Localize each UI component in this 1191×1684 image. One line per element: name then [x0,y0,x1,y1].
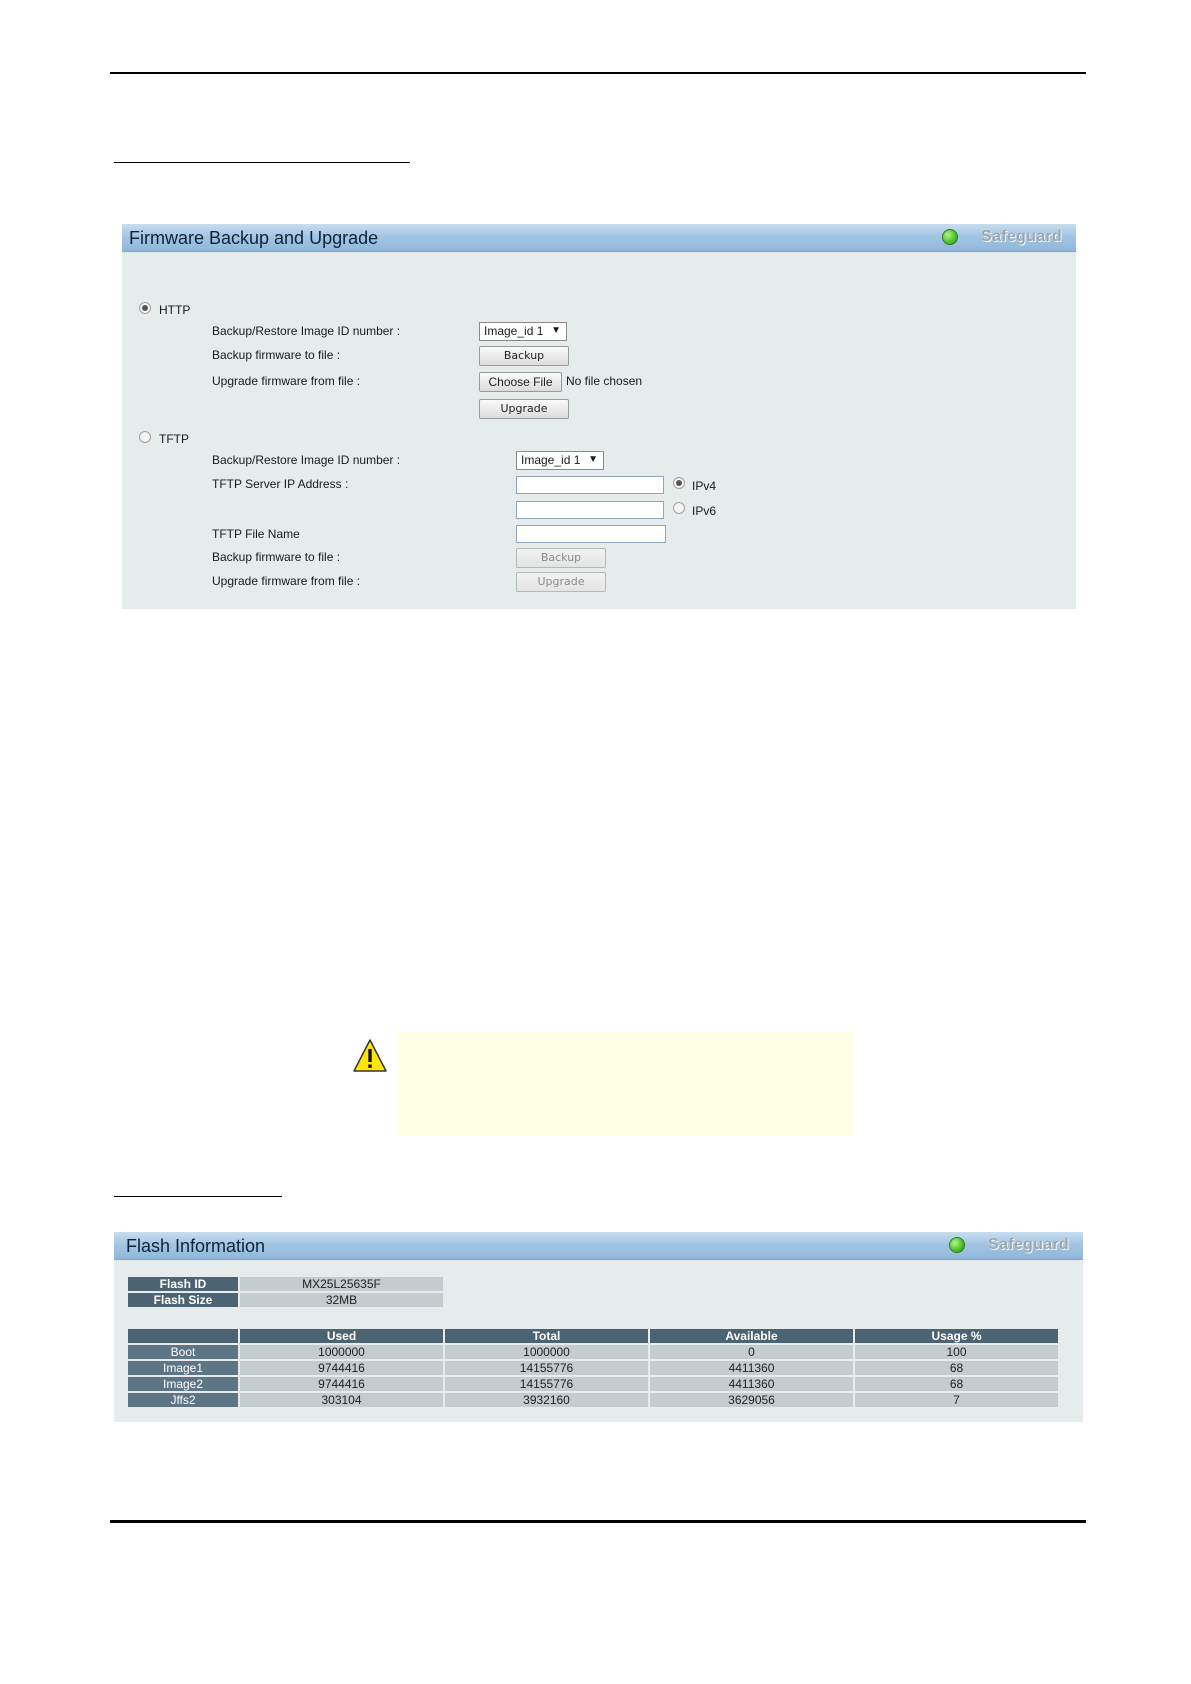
http-radio[interactable] [139,302,151,314]
cell-usage: 68 [855,1361,1058,1375]
http-upgrade-button[interactable]: Upgrade [479,399,569,419]
http-backup-label: Backup firmware to file : [212,348,341,362]
cell-used: 9744416 [240,1361,443,1375]
table-row [128,1293,443,1307]
http-image-id-select[interactable] [479,322,567,341]
safeguard-label: Safeguard [988,1236,1069,1253]
tftp-ipv6-address-input[interactable] [516,501,664,519]
cell-total: 3932160 [445,1393,648,1407]
bottom-rule [110,1520,1086,1523]
tftp-upgrade-button[interactable]: Upgrade [516,572,606,592]
tftp-backup-label: Backup firmware to file : [212,550,341,564]
cell-available: 0 [650,1345,853,1359]
top-rule [110,72,1086,74]
row-label: Image2 [128,1377,238,1391]
panel-header [114,1232,1083,1260]
cell-usage: 7 [855,1393,1058,1407]
panel-title: Flash Information [126,1236,266,1256]
cell-used: 1000000 [240,1345,443,1359]
tftp-radio[interactable] [139,431,151,443]
column-header-available: Available [650,1329,853,1343]
cell-usage: 100 [855,1345,1058,1359]
cell-usage: 68 [855,1377,1058,1391]
safeguard-status-icon [942,229,958,245]
http-image-id-value: Image_id 1 [484,324,544,338]
firmware-backup-upgrade-panel [122,224,1076,609]
tftp-image-id-value: Image_id 1 [521,453,581,467]
tftp-ipv4-address-input[interactable] [516,476,664,494]
row-label: Jffs2 [128,1393,238,1407]
flash-info-table [126,1275,445,1309]
warning-icon [352,1038,388,1074]
tftp-file-name-label: TFTP File Name [212,527,300,541]
table-row [128,1361,1058,1375]
cell-total: 14155776 [445,1377,648,1391]
column-header-usage: Usage % [855,1329,1058,1343]
table-row [128,1377,1058,1391]
cell-total: 14155776 [445,1361,648,1375]
tftp-image-id-label: Backup/Restore Image ID number : [212,453,401,467]
http-label: HTTP [159,303,191,317]
row-label: Image1 [128,1361,238,1375]
row-label: Boot [128,1345,238,1359]
chevron-down-icon: ▼ [551,325,561,336]
section-heading-underline [114,1196,282,1197]
table-row [128,1345,1058,1359]
ipv6-label: IPv6 [692,504,717,518]
table-row [128,1277,443,1291]
ipv6-radio[interactable] [673,502,685,514]
table-header-row [128,1329,1058,1343]
warning-note-box [398,1032,854,1136]
flash-size-value: 32MB [240,1293,443,1307]
column-header [128,1329,238,1343]
http-backup-button[interactable]: Backup [479,346,569,366]
flash-information-panel [114,1232,1083,1422]
tftp-upgrade-label: Upgrade firmware from file : [212,574,361,588]
safeguard-status-icon [949,1237,965,1253]
ipv4-label: IPv4 [692,479,717,493]
cell-available: 4411360 [650,1377,853,1391]
table-row [128,1393,1058,1407]
http-upgrade-label: Upgrade firmware from file : [212,374,361,388]
choose-file-button[interactable]: Choose File [479,372,562,392]
panel-header [122,224,1076,252]
cell-total: 1000000 [445,1345,648,1359]
tftp-file-name-input[interactable] [516,525,666,543]
panel-title: Firmware Backup and Upgrade [129,228,379,248]
http-image-id-label: Backup/Restore Image ID number : [212,324,401,338]
no-file-chosen-text: No file chosen [566,374,643,388]
tftp-label: TFTP [159,432,189,446]
tftp-image-id-select[interactable] [516,451,604,470]
flash-id-label: Flash ID [128,1277,238,1291]
cell-used: 303104 [240,1393,443,1407]
column-header-used: Used [240,1329,443,1343]
section-heading-underline [114,162,410,163]
tftp-server-ip-label: TFTP Server IP Address : [212,477,349,491]
tftp-backup-button[interactable]: Backup [516,548,606,568]
ipv4-radio[interactable] [673,477,685,489]
cell-available: 3629056 [650,1393,853,1407]
flash-id-value: MX25L25635F [240,1277,443,1291]
cell-used: 9744416 [240,1377,443,1391]
column-header-total: Total [445,1329,648,1343]
chevron-down-icon: ▼ [588,454,598,465]
flash-usage-table [126,1327,1060,1409]
cell-available: 4411360 [650,1361,853,1375]
flash-size-label: Flash Size [128,1293,238,1307]
safeguard-label: Safeguard [981,228,1062,245]
